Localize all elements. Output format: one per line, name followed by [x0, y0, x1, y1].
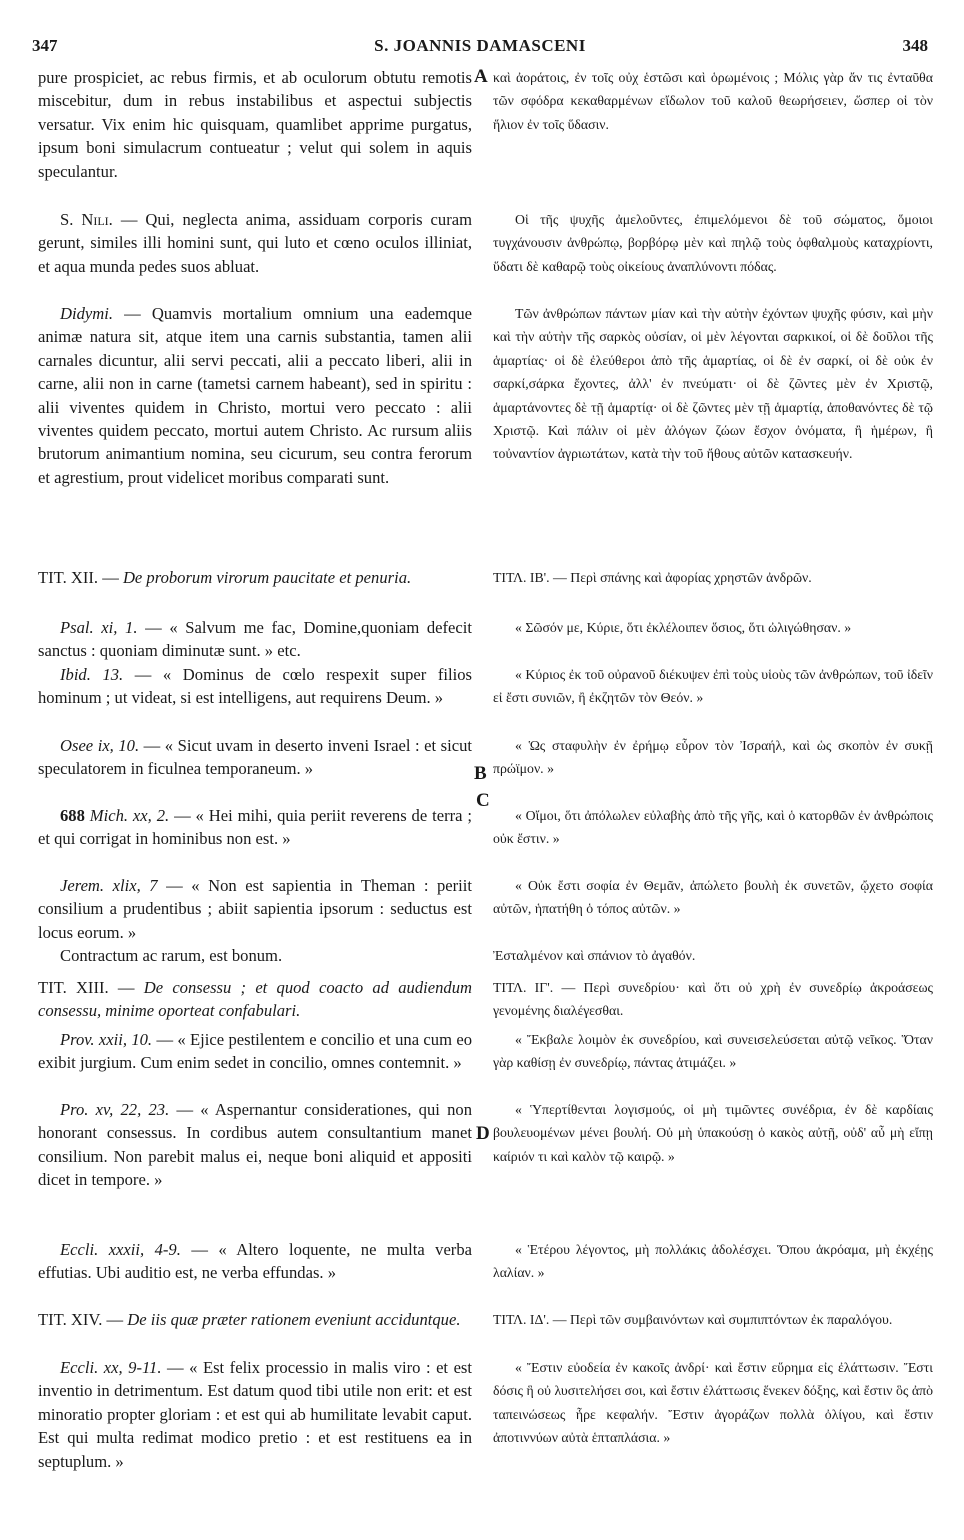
greek-section-heading-ib: ΤΙΤΛ. ΙΒ'. — Περὶ σπάνης καὶ ἀφορίας χρηστῶν ἀνδρῶν. [493, 570, 812, 585]
section-marker-b: B [474, 763, 487, 784]
greek-paragraph: Οἱ τῆς ψυχῆς ἀμελοῦντες, ἐπιμελόμενοι δὲ τοῦ σώματος, ὅμοιοι τυγχάνουσιν ἀνθρώπῳ, βορβόρῳ μὲν καὶ πηλῷ τοὺς ὀφθαλμοὺς καταχρίοντι, ὕδατι δὲ καθαρῷ τοὺς οἰκείους ἀναπλύνοντι πόδας. [493, 212, 933, 274]
running-header [32, 36, 928, 58]
latin-quote [38, 1098, 472, 1192]
greek-paragraph: Τῶν ἀνθρώπων πάντων μίαν καὶ τὴν αὐτὴν ἐχόντων ψυχῆς φύσιν, καὶ μὴν καὶ τὴν αὐτὴν τῆς σαρκὸς οὐσίαν, οἱ μὲν λέγονται σαρκικοί, οἱ δὲ δοῦλοι τῆς ἁμαρτίας· οἱ δὲ ἐλεύθεροι ἀπὸ τῆς ἁμαρτίας, οἱ δὲ ἐν σαρκί, οἱ δὲ οὐκ ἐν σαρκί,σάρκα ἔχοντες, ἀλλ' ἐν πνεύματι· οἱ δὲ ζῶντες μὲν ἐν Χριστῷ, ἁμαρτάνοντες δὲ τῇ ἁμαρτίᾳ· οἱ δὲ ζῶντες μὲν τῇ ἁμαρτίᾳ, ἀποθανόντες δὲ τῷ Χριστῷ. Καὶ πάλιν οἱ μὲν ἀλόγων ζώων ἔσχον ὀνόματα, ἢ ἡμέρων, ἢ τοὐναντίον ἀγριωτάτων, κατὰ τὴν τοῦ ἤθους αὐτῶν κατασκευήν. [493, 306, 933, 462]
latin-text: — « Altero loquente, ne multa verba effutias. Ubi auditio est, ne verba effundas. » [38, 1240, 472, 1283]
heading-title: De proborum virorum paucitate et penuria. [122, 568, 412, 587]
greek-paragraph: καὶ ἀοράτοις, ἐν τοῖς οὐχ ἑστῶσι καὶ ὁρωμένοις ; Μόλις γὰρ ἄν τις ἐνταῦθα τῶν σφόδρα κεκαθαρμένων εἴδωλον τοῦ καλοῦ θεωρήσειεν, ὥσπερ οἱ τὸν ἥλιον ἐν τοῖς ὕδασιν. [493, 70, 933, 132]
source-ref: Mich. xx, 2. [89, 806, 170, 825]
latin-paragraph [38, 302, 472, 489]
latin-quote [38, 1356, 472, 1473]
source-ref: Psal. xi, 1. [60, 618, 138, 637]
greek-quote: « Οἴμοι, ὅτι ἀπόλωλεν εὐλαβὴς ἀπὸ τῆς γῆς, καὶ ὁ κατορθῶν ἐν ἀνθρώποις οὐκ ἔστιν. » [493, 808, 933, 847]
left-page-number: 347 [32, 36, 58, 55]
latin-text: — « Hei mihi, quia periit reverens de terra ; et qui corrigat in hominibus non est. » [38, 806, 473, 849]
greek-section-heading-ig: ΤΙΤΛ. ΙΓ'. — Περὶ συνεδρίου· καὶ ὅτι οὐ χρὴ ἐν συνεδρίῳ ἀκροάσεως γενομένης διαλέγεσθαι. [493, 980, 933, 1019]
latin-text: — « Dominus de cœlo respexit super filios hominum ; ut videat, si est intelligens, aut requirens Deum. » [38, 665, 472, 708]
latin-text: — « Ejice pestilentem e concilio et una cum eo exibit jurgium. Cum enim sedet in concilio, omnes contemnit. » [38, 1030, 472, 1073]
section-marker-a: A [474, 66, 488, 87]
source-ref: Ibid. 13. [60, 665, 124, 684]
source-ref: S. Nili. [60, 210, 113, 229]
greek-quote: « Ἑτέρου λέγοντος, μὴ πολλάκις ἀδολέσχει. Ὅπου ἀκρόαμα, μὴ ἐκχέῃς λαλίαν. » [493, 1242, 933, 1281]
section-marker-d: D [476, 1123, 490, 1144]
source-ref: Prov. xxii, 10. [60, 1030, 153, 1049]
source-ref: Didymi. [60, 304, 113, 323]
greek-quote: « Σῶσόν με, Κύριε, ὅτι ἐκλέλοιπεν ὅσιος, ὅτι ὠλιγώθησαν. » [515, 620, 852, 635]
latin-text: — « Non est sapientia in Theman : periit consilium a prudentibus ; abiit sapientia ipsorum : seductus est locus eorum. » [38, 876, 473, 942]
greek-quote: « Κύριος ἐκ τοῦ οὐρανοῦ διέκυψεν ἐπὶ τοὺς υἱοὺς τῶν ἀνθρώπων, τοῦ ἰδεῖν εἰ ἔστι συνιῶν, ἢ ἐκζητῶν τὸν Θεόν. » [493, 667, 933, 706]
greek-quote: « Ἔστιν εὐοδεία ἐν κακοῖς ἀνδρί· καὶ ἔστιν εὕρημα εἰς ἐλάττωσιν. Ἔστι δόσις ἣ οὐ λυσιτελήσει σοι, καὶ ἔστιν ἐλάττωσις ἕνεκεν δόξης, καὶ ἔστιν ὃς ἀπὸ ταπεινώσεως ἦρε κεφαλήν. Ἔστιν ἀγοράζων πολλὰ ὀλίγου, καὶ ἔστιν ἀποτιννύων αὐτὰ ἑπταπλάσια. » [493, 1360, 933, 1446]
latin-text: — Qui, neglecta anima, assiduam corporis curam gerunt, similes illi homini sunt, qui luto et cœno oculos illiniat, et aqua munda pedes suos abluat. [38, 210, 472, 276]
heading-title: De iis quæ præter rationem eveniunt acciduntque. [127, 1310, 461, 1329]
heading-number: TIT. XIV. — [38, 1310, 128, 1329]
latin-quote: Contractum ac rarum, est bonum. [60, 946, 283, 965]
source-ref: Osee ix, 10. [60, 736, 140, 755]
right-page-number: 348 [902, 36, 928, 55]
greek-quote: « Οὐκ ἔστι σοφία ἐν Θεμᾶν, ἀπώλετο βουλὴ ἐκ συνετῶν, ᾤχετο σοφία αὐτῶν, ἡπατήθη ὁ τόπος αὐτῶν. » [493, 878, 933, 917]
greek-quote: « Ἔκβαλε λοιμὸν ἐκ συνεδρίου, καὶ συνεισελεύσεται αὐτῷ νεῖκος. Ὅταν γὰρ καθίσῃ ἐν συνεδρίῳ, πάντας ἀτιμάζει. » [493, 1032, 933, 1071]
latin-quote [38, 663, 472, 710]
heading-number: TIT. XII. — [38, 568, 123, 587]
column-number: 688 [60, 806, 85, 825]
section-heading-xii [38, 566, 472, 589]
source-ref: Jerem. xlix, 7 [60, 876, 158, 895]
latin-text: — « Est felix processio in malis viro : et est inventio in detrimentum. Est datum quod tibi utile non erit: et est minoratio propter gloriam : et est qui ab humilitate levabit caput. Est qui multa redimat modico pretio : et est restituens ea in septuplum. » [38, 1358, 472, 1471]
latin-quote [38, 804, 472, 851]
greek-quote: Ἐσταλμένον καὶ σπάνιον τὸ ἀγαθόν. [493, 948, 696, 963]
greek-section-heading-id: ΤΙΤΛ. ΙΔ'. — Περὶ τῶν συμβαινόντων καὶ συμπιπτόντων ἐκ παραλόγου. [493, 1312, 893, 1327]
latin-quote [38, 734, 472, 781]
latin-text: — « Salvum me fac, Domine,quoniam defecit sanctus : quoniam diminutæ sunt. » etc. [38, 618, 472, 661]
latin-text: — « Aspernantur considerationes, qui non honorant consessus. In cordibus autem consultantium manet consilium. Non parebit malus ei, neque boni aliquid et appositi dicet in tempore. » [38, 1100, 472, 1190]
latin-paragraph [38, 208, 472, 278]
section-marker-c: C [476, 790, 490, 811]
latin-text: — « Sicut uvam in deserto inveni Israel : et sicut speculatorem in ficulnea temporaneum. » [38, 736, 472, 779]
running-title: S. JOANNIS DAMASCENI [374, 36, 586, 55]
heading-number: TIT. XIII. — [38, 978, 144, 997]
latin-quote [38, 874, 472, 944]
latin-quote [38, 616, 472, 663]
greek-quote: « Ὑπερτίθενται λογισμούς, οἱ μὴ τιμῶντες συνέδρια, ἐν δὲ καρδίαις βουλευομένων μένει βουλή. Οὐ μὴ ὑπακούσῃ ὁ κακὸς αὐτῇ, οὐδ' αὖ μὴ εἴπῃ καίριόν τι καὶ καλὸν τῷ καιρῷ. » [493, 1102, 933, 1164]
latin-text: — Quamvis mortalium omnium una eademque animæ natura sit, atque item una carnis substantia, tamen alii carnales dicuntur, alii servi peccati, alii a peccato liberi, alii in carne, alii non in carne (tametsi carnem habeant), sed in spiritu : alii viventes quidem in Christo, mortui vero peccato : alii viventes quidem peccato, mortui autem Christo. Ac rursum aliis brutorum animantium nomina, seu cicurum, seu contra ferorum et agrestium, prout videlicet moribus comparati sunt. [38, 304, 472, 487]
greek-quote: « Ὡς σταφυλὴν ἐν ἐρήμῳ εὗρον τὸν Ἰσραήλ, καὶ ὡς σκοπὸν ἐν συκῇ πρώϊμον. » [493, 738, 933, 777]
latin-paragraph: pure prospiciet, ac rebus firmis, et ab oculorum obtutu remotis miscebitur, dum in rebus instabilibus et aspectui subjectis versatur. Vix enim hic quisquam, quamlibet apprime purgatus, ipsum boni simulacrum contueatur ; velut qui solem in aquis speculantur. [38, 68, 472, 181]
latin-quote [38, 1238, 472, 1285]
source-ref: Eccli. xx, 9-11. [60, 1358, 162, 1377]
section-heading-xiii [38, 976, 472, 1023]
source-ref: Eccli. xxxii, 4-9. [60, 1240, 181, 1259]
latin-quote [38, 1028, 472, 1075]
section-heading-xiv [38, 1308, 472, 1331]
heading-title: De consessu ; et quod coacto ad audiendum consessu, minime oporteat confabulari. [38, 978, 472, 1021]
source-ref: Pro. xv, 22, 23. [60, 1100, 170, 1119]
